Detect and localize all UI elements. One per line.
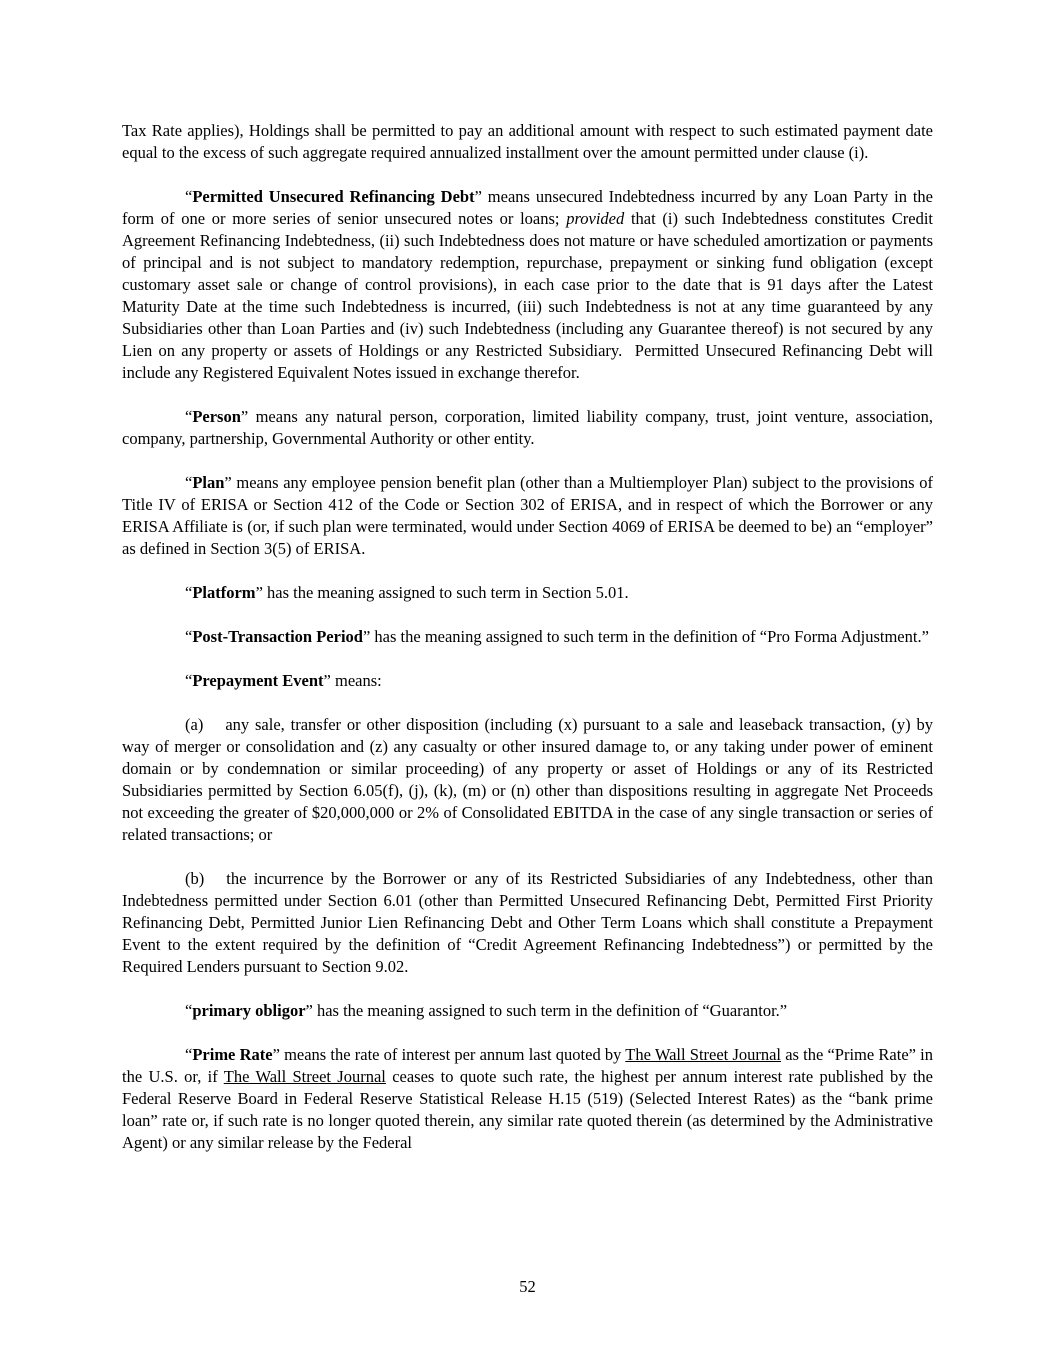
defined-term: Person [192, 407, 241, 426]
open-quote: “ [185, 671, 193, 690]
defined-term: Plan [192, 473, 225, 492]
definition-post-transaction-period [122, 626, 933, 648]
body-text: any sale, transfer or other disposition (including (x) pursuant to a sale and leaseback transaction, (y) by way of merger or consolidation and (z) any casualty or other insured damage to, or any taking under power of eminent domain or by condemnation or similar proceeding) of any property or asset of Holdings or any of its Restricted Subsidiaries permitted by Section 6.05(f), (j), (k), (m) or (n) other than dispositions resulting in aggregate Net Proceeds not exceeding the greater of $20,000,000 or 2% of Consolidated EBITDA in the case of any single transaction or series of related transactions; or [122, 715, 933, 844]
defined-term: Prepayment Event [192, 671, 324, 690]
defined-term: Permitted Unsecured Refinancing Debt [192, 187, 475, 206]
publication-name-underlined: The Wall Street Journal [223, 1067, 386, 1086]
defined-term: Post-Transaction Period [192, 627, 363, 646]
definition-person [122, 406, 933, 450]
prepayment-event-clause-a [122, 714, 933, 846]
body-text: Tax Rate applies), Holdings shall be permitted to pay an additional amount with respect to such estimated payment date equal to the excess of such aggregate required annualized installment over the amount permitted under clause (i). [122, 121, 933, 162]
clause-label: (a) [185, 715, 204, 734]
body-text: ” means unsecured Indebtedness incurred by any Loan Party in the form of one or more series of senior unsecured notes or loans; [122, 187, 933, 228]
open-quote: “ [185, 583, 193, 602]
body-text: ” has the meaning assigned to such term in the definition of “Pro Forma Adjustment.” [362, 627, 929, 646]
defined-term: Prime Rate [192, 1045, 273, 1064]
body-text: as the “Prime Rate” in the U.S. or, if [122, 1045, 933, 1086]
body-text: ” means: [323, 671, 382, 690]
body-text: ” means the rate of interest per annum last quoted by [272, 1045, 626, 1064]
open-quote: “ [185, 1001, 193, 1020]
body-text: ” means any employee pension benefit plan (other than a Multiemployer Plan) subject to the provisions of Title IV of ERISA or Section 412 of the Code or Section 302 of ERISA, and in respect of which the Borrower or any ERISA Affiliate is (or, if such plan were terminated, would under Section 4069 of ERISA be deemed to be) an “employer” as defined in Section 3(5) of ERISA. [122, 473, 933, 558]
definition-prime-rate [122, 1044, 933, 1154]
body-text: ceases to quote such rate, the highest per annum interest rate published by the Federal Reserve Board in Federal Reserve Statistical Release H.15 (519) (Selected Interest Rates) as the “bank prime loan” rate or, if such rate is no longer quoted therein, any similar rate quoted therein (as determined by the Administrative Agent) or any similar release by the Federal [122, 1067, 933, 1152]
publication-name-underlined: The Wall Street Journal [625, 1045, 782, 1064]
body-text: ” has the meaning assigned to such term in Section 5.01. [255, 583, 629, 602]
document-body [122, 120, 933, 1176]
definition-permitted-unsecured-refinancing-debt [122, 186, 933, 384]
open-quote: “ [185, 473, 193, 492]
open-quote: “ [185, 407, 193, 426]
proviso-italic: provided [566, 209, 625, 228]
open-quote: “ [185, 187, 193, 206]
body-text: ” means any natural person, corporation, limited liability company, trust, joint venture, association, company, partnership, Governmental Authority or other entity. [122, 407, 933, 448]
page-number: 52 [519, 1277, 536, 1296]
body-text: the incurrence by the Borrower or any of its Restricted Subsidiaries of any Indebtedness, other than Indebtedness permitted under Section 6.01 (other than Permitted Unsecured Refinancing Debt, Permitted First Priority Refinancing Debt, Permitted Junior Lien Refinancing Debt and Other Term Loans which shall constitute a Prepayment Event to the extent required by the definition of “Credit Agreement Refinancing Indebtedness”) or permitted by the Required Lenders pursuant to Section 9.02. [122, 869, 933, 976]
body-text: ” has the meaning assigned to such term in the definition of “Guarantor.” [305, 1001, 788, 1020]
body-text: that (i) such Indebtedness constitutes Credit Agreement Refinancing Indebtedness, (ii) such Indebtedness does not mature or have scheduled amortization or payments of principal and is not subject to mandatory redemption, repurchase, prepayment or sinking fund obligation (except customary asset sale or change of control provisions), in each case prior to the date that is 91 days after the Latest Maturity Date at the time such Indebtedness is incurred, (iii) such Indebtedness is not at any time guaranteed by any Subsidiaries other than Loan Parties and (iv) such Indebtedness (including any Guarantee thereof) is not secured by any Lien on any property or assets of Holdings or any Restricted Subsidiary. Permitted Unsecured Refinancing Debt will include any Registered Equivalent Notes issued in exchange therefor. [122, 209, 933, 382]
defined-term: primary obligor [192, 1001, 306, 1020]
prepayment-event-clause-b [122, 868, 933, 978]
definition-platform [122, 582, 933, 604]
definition-plan [122, 472, 933, 560]
definition-primary-obligor [122, 1000, 933, 1022]
continuation-paragraph [122, 120, 933, 164]
open-quote: “ [185, 1045, 193, 1064]
definition-prepayment-event [122, 670, 933, 692]
defined-term: Platform [192, 583, 256, 602]
clause-label: (b) [185, 869, 205, 888]
open-quote: “ [185, 627, 193, 646]
